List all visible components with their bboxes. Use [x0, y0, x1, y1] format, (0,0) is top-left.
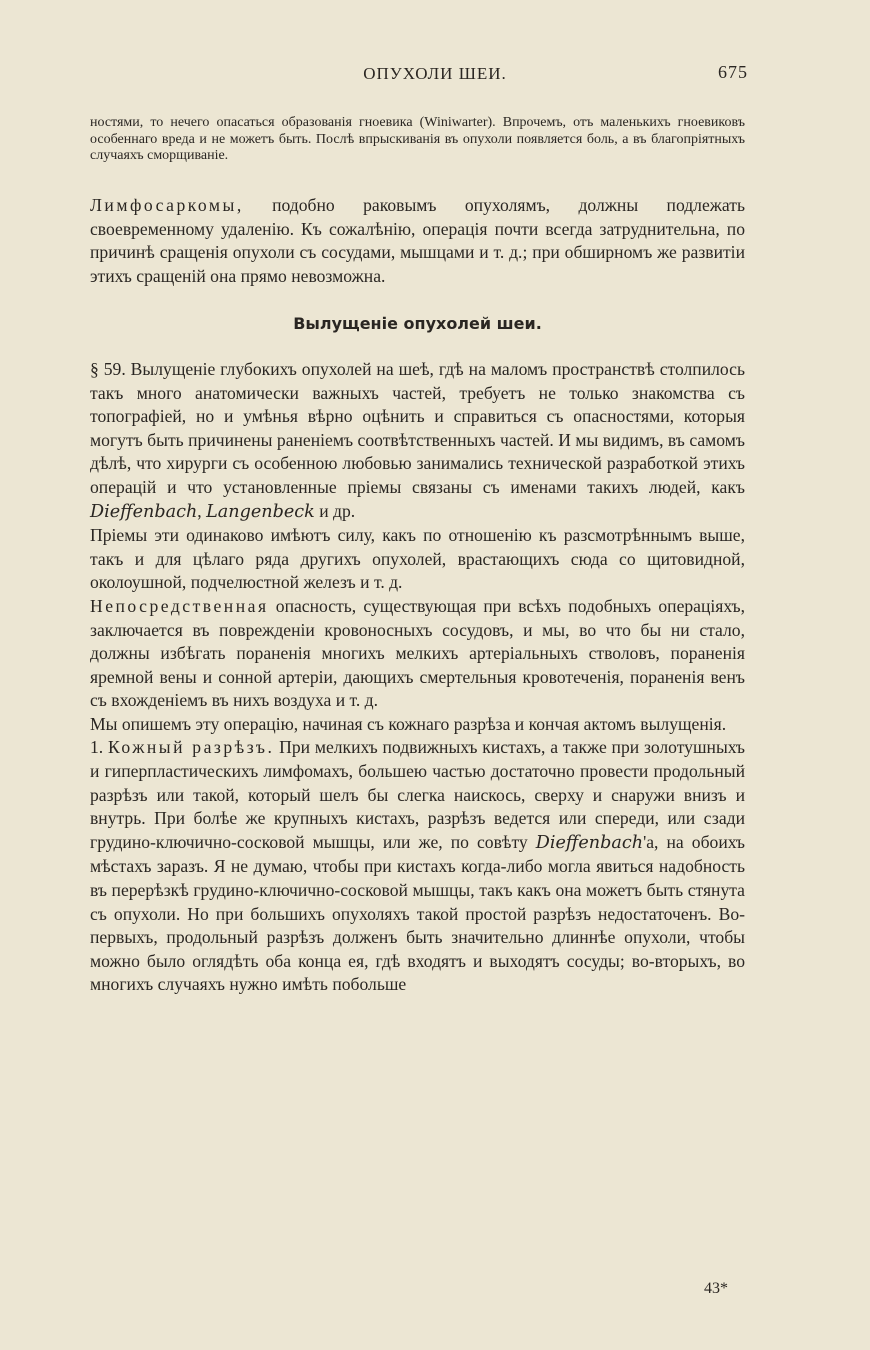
spaced-term: Лимфосаркомы,: [90, 195, 244, 215]
separator: ,: [197, 500, 207, 521]
running-title: ОПУХОЛИ ШЕИ.: [363, 64, 507, 83]
signature-mark: 43*: [704, 1280, 728, 1297]
author-name: Dieffenbach: [90, 501, 198, 522]
running-header: [0, 64, 870, 88]
paragraph-text: подобно раковымъ опухолямъ, должны подлежать своевременному удаленію. Къ сожалѣнію, операція почти всегда затруднительна, по причинѣ сращенія опухоли съ сосудами, мышцами и т. д.; при обширномъ же развитіи этихъ сращеній она прямо невозможна.: [90, 195, 745, 286]
author-name: Dieffenbach: [535, 832, 644, 853]
paragraph-text: и др.: [314, 500, 356, 521]
footnote-text: ностями, то нечего опасаться образованія гноевика (Winiwarter). Впрочемъ, отъ маленькихъ гноевиковъ особеннаго вреда и не можетъ быть. Послѣ впрыскиванія въ опухоли появляется боль, а въ благопріятныхъ случаяхъ сморщиваніе.: [90, 115, 745, 163]
paragraph-methods: Пріемы эти одинаково имѣютъ силу, какъ по отношенію къ разсмотрѣннымъ выше, такъ и для цѣлаго ряда другихъ опухолей, врастающихъ сюда со щитовидной, околоушной, подчелюстной железъ и т. д.: [90, 525, 745, 593]
paragraph-danger: [90, 595, 745, 713]
paragraph-text: При мелкихъ подвижныхъ кистахъ, а также при золотушныхъ и гиперпластическихъ лимфомахъ, большею частью достаточно провести продольный разрѣзъ или такой, который шелъ бы слегка наискось, сверху и снаружи внизъ и внутрь. При болѣе же крупныхъ кистахъ, разрѣзъ ведется или спереди, или сзади грудино-ключично-сосковой мышцы, или же, по совѣту: [90, 737, 745, 852]
section-heading: Вылущеніе опухолей шеи.: [293, 314, 542, 334]
spaced-term: Непосредственная: [90, 595, 269, 616]
paragraph-operation: Мы опишемъ эту операцію, начиная съ кожнаго разрѣза и кончая актомъ вылущенія.: [90, 713, 727, 734]
main-text: [90, 194, 745, 997]
paragraph-text: опасность, существующая при всѣхъ подобныхъ операціяхъ, заключается въ поврежденіи кровоносныхъ сосудовъ, и мы, во что бы ни стало, должны избѣгать пораненія многихъ мелкихъ артеріальныхъ стволовъ, пораненія яремной вены и сонной артеріи, дающихъ смертельныя кровотеченія, пораненія венъ съ вхожденіемъ въ нихъ воздуха и т. д.: [90, 595, 745, 711]
paragraph-text: § 59. Вылущеніе глубокихъ опухолей на шеѣ, гдѣ на маломъ пространствѣ столпилось такъ много анатомически важныхъ частей, требуетъ не только знакомства съ топографіей, но и умѣнья вѣрно оцѣнить и справиться съ опасностями, которыя могутъ быть причинены раненіемъ соотвѣтственныхъ частей. И мы видимъ, въ самомъ дѣлѣ, что хирурги съ особенною любовью занимались технической разработкой этихъ операцій и что установленные пріемы связаны съ именами такихъ людей, какъ: [90, 358, 745, 497]
paragraph-section-59: [90, 358, 745, 524]
paragraph-skin-incision: [90, 736, 745, 997]
paragraph-lymphosarcoma: [90, 194, 745, 288]
footnote-continuation: [90, 115, 745, 165]
item-number: 1.: [90, 737, 108, 758]
paragraph-text: 'а, на обоихъ мѣстахъ заразъ. Я не думаю, чтобы при кистахъ когда-либо могла явиться надобность въ перерѣзкѣ грудино-ключично-сосковой мышцы, такъ какъ она можетъ быть стянута съ опухоли. Но при большихъ опухоляхъ такой простой разрѣзъ недостаточенъ. Во-первыхъ, продольный разрѣзъ долженъ быть значительно длиннѣе опухоли, чтобы можно было оглядѣть оба конца ея, гдѣ входятъ и выходятъ сосуды; во-вторыхъ, во многихъ случаяхъ нужно имѣть побольше: [90, 831, 745, 995]
page-number: 675: [718, 62, 748, 82]
author-name: Langenbeck: [206, 501, 315, 522]
spaced-term: Кожный разрѣзъ.: [107, 737, 275, 758]
